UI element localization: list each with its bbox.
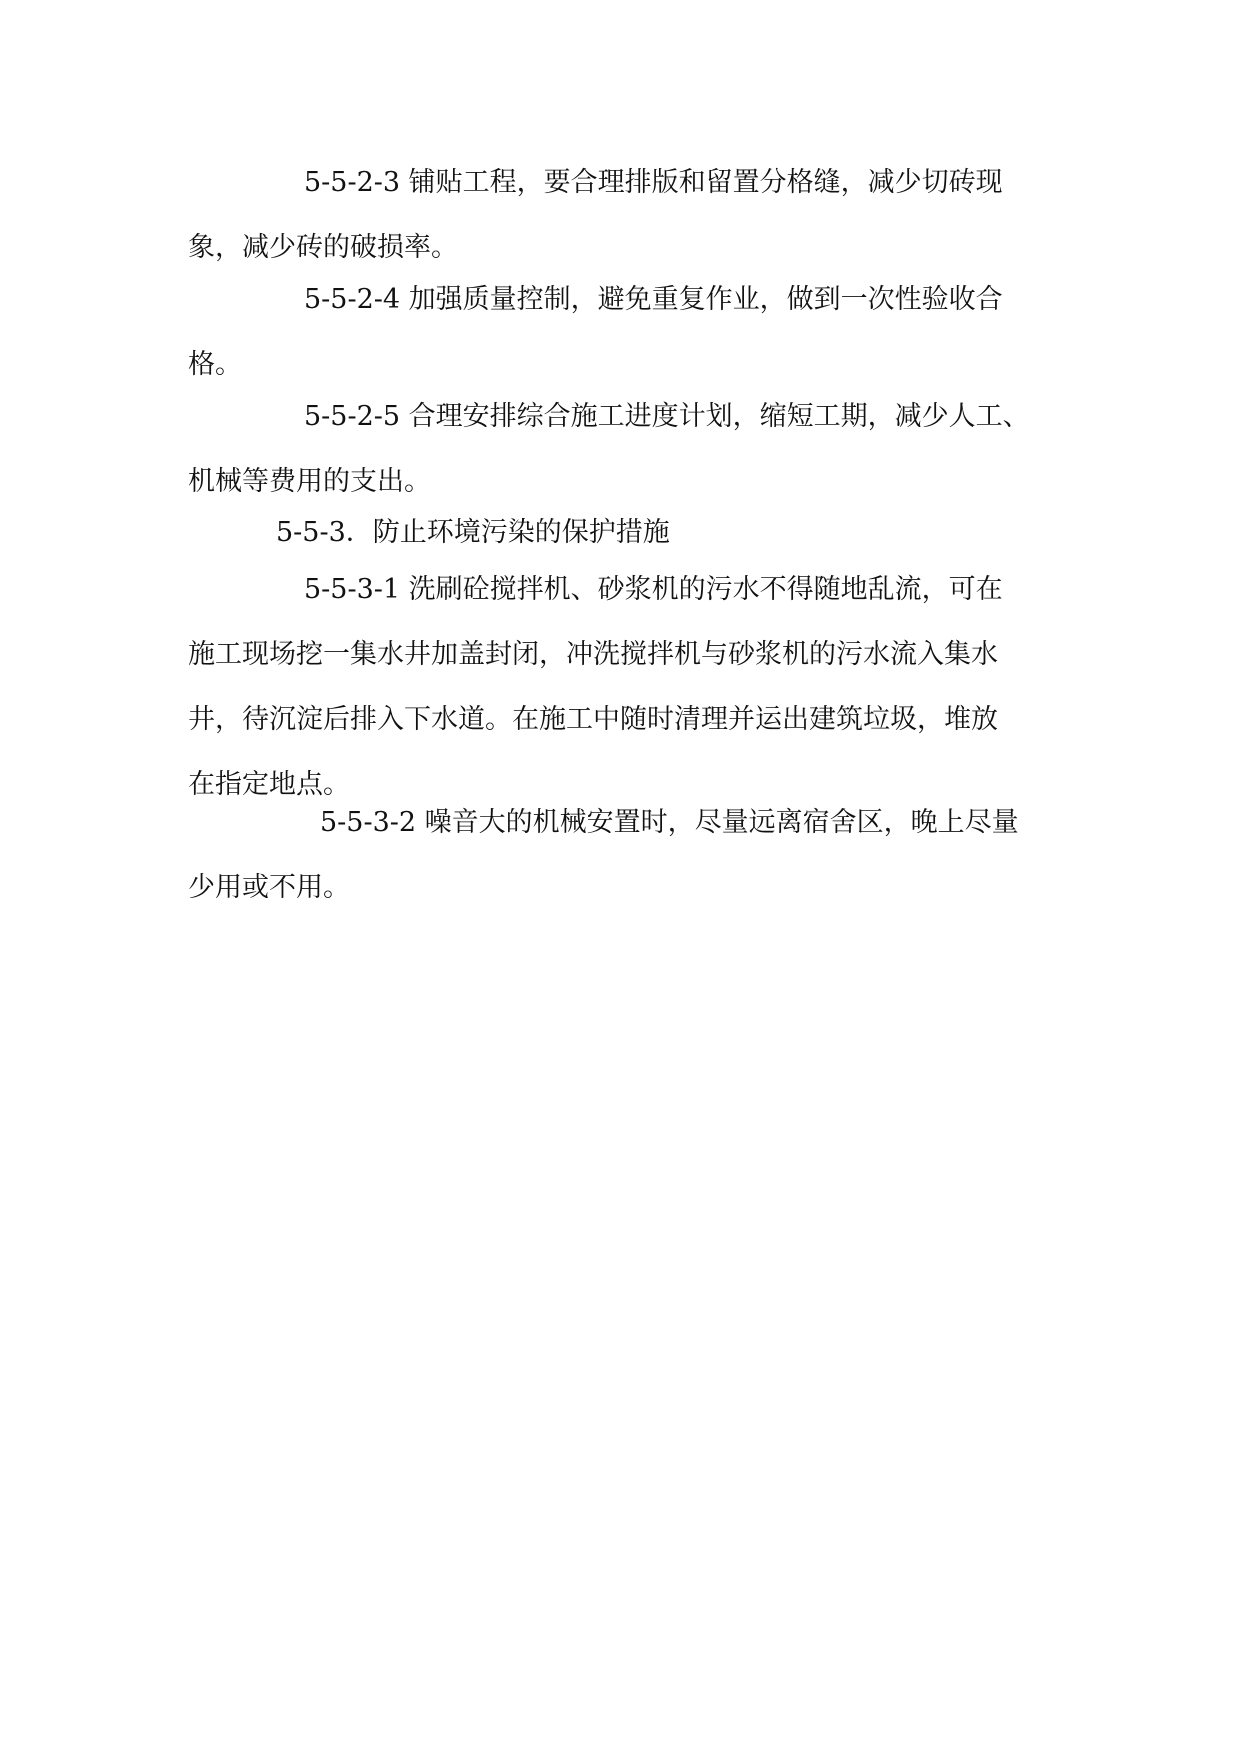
paragraph-line: 机械等费用的支出。 bbox=[188, 466, 431, 497]
paragraph-line: 在指定地点。 bbox=[188, 769, 350, 800]
paragraph-line: 5-5-3-2 噪音大的机械安置时，尽量远离宿舍区，晚上尽量 bbox=[320, 807, 1019, 838]
paragraph-5-5-3-2 bbox=[188, 790, 1058, 920]
paragraph-5-5-3-1 bbox=[188, 557, 1058, 817]
paragraph-5-5-2-4 bbox=[188, 267, 1058, 397]
paragraph-5-5-2-3 bbox=[188, 150, 1058, 280]
paragraph-line: 5-5-2-3 铺贴工程，要合理排版和留置分格缝，减少切砖现 bbox=[304, 167, 1003, 198]
paragraph-line: 5-5-3-1 洗刷砼搅拌机、砂浆机的污水不得随地乱流，可在 bbox=[304, 574, 1003, 605]
paragraph-line: 5-5-2-4 加强质量控制，避免重复作业，做到一次性验收合 bbox=[304, 284, 1003, 315]
section-heading-5-5-3 bbox=[188, 500, 1058, 565]
paragraph-line: 象，减少砖的破损率。 bbox=[188, 232, 458, 263]
paragraph-line: 5-5-2-5 合理安排综合施工进度计划，缩短工期，减少人工、 bbox=[304, 401, 1030, 432]
section-heading: 5-5-3．防止环境污染的保护措施 bbox=[276, 517, 670, 548]
paragraph-line: 少用或不用。 bbox=[188, 872, 350, 903]
paragraph-5-5-2-5 bbox=[188, 384, 1058, 514]
paragraph-line: 格。 bbox=[188, 349, 242, 380]
paragraph-line: 井，待沉淀后排入下水道。在施工中随时清理并运出建筑垃圾，堆放 bbox=[188, 704, 998, 735]
paragraph-line: 施工现场挖一集水井加盖封闭，冲洗搅拌机与砂浆机的污水流入集水 bbox=[188, 639, 998, 670]
